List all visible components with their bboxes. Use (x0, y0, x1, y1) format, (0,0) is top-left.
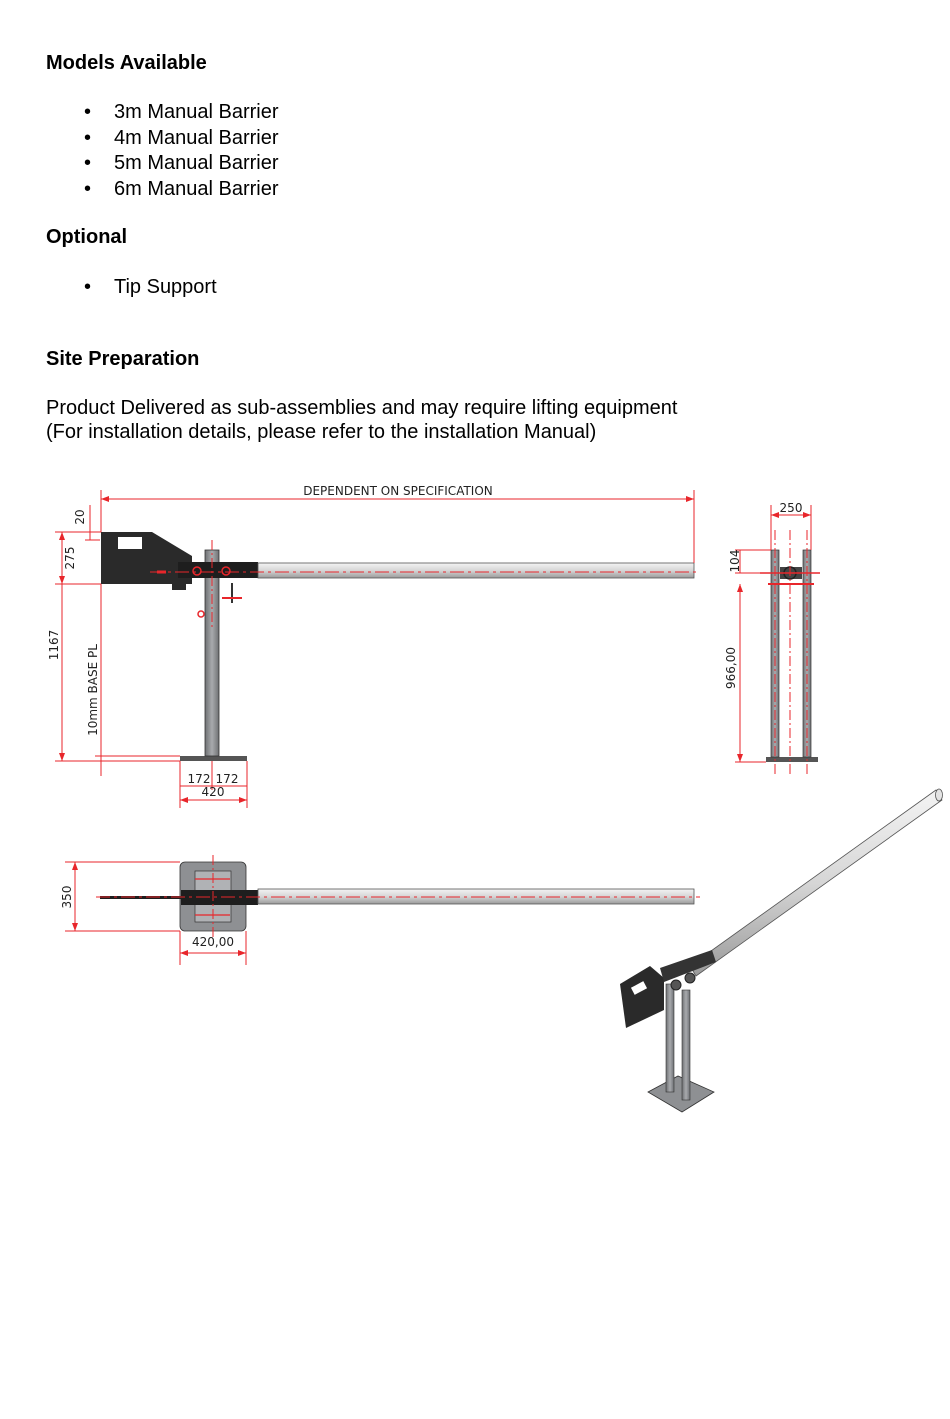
site-line-2: (For installation details, please refer to the installation Manual) (46, 421, 597, 443)
dim-20: 20 (73, 509, 87, 525)
dim-1167: 1167 (47, 629, 61, 661)
dim-172-left: 172 (187, 772, 211, 786)
site-heading: Site Preparation (46, 348, 200, 370)
front-elevation (47, 484, 700, 808)
list-item: • 6m Manual Barrier (0, 177, 279, 203)
isometric-view (620, 789, 943, 1112)
dim-172-right: 172 (215, 772, 239, 786)
dim-966: 966,00 (724, 647, 738, 689)
counterweight-slot (118, 537, 142, 549)
list-item: • 5m Manual Barrier (0, 151, 279, 177)
list-item: • 4m Manual Barrier (0, 126, 279, 152)
dim-275: 275 (63, 546, 77, 570)
dim-420: 420 (201, 785, 225, 799)
list-item: • 3m Manual Barrier (0, 100, 279, 126)
base-plate (180, 756, 247, 761)
span-label: DEPENDENT ON SPECIFICATION (303, 484, 493, 498)
site-line-1: Product Delivered as sub-assemblies and may require lifting equipment (46, 397, 678, 419)
base-plate-label: 10mm BASE PL (86, 644, 100, 736)
optional-heading: Optional (46, 226, 128, 248)
dim-420-plan: 420,00 (192, 935, 234, 949)
list-item: • Tip Support (0, 275, 217, 301)
dim-350: 350 (60, 885, 74, 909)
side-elevation (724, 501, 820, 775)
boom-arm (258, 563, 694, 578)
plan-view (60, 855, 700, 965)
pivot-bracket (178, 562, 258, 578)
models-heading: Models Available (46, 52, 207, 74)
dim-250: 250 (779, 501, 803, 515)
dim-104: 104 (728, 549, 742, 573)
